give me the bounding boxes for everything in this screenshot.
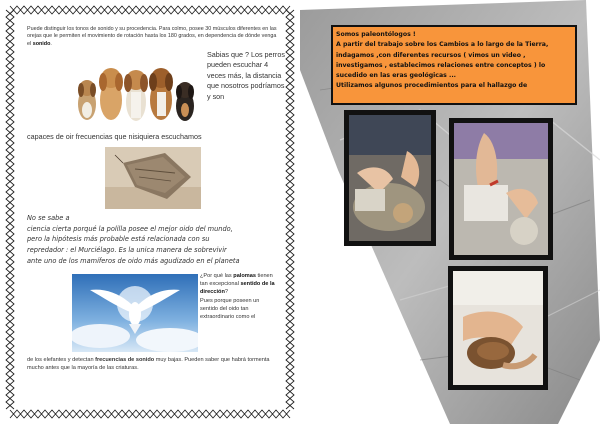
moth-photo <box>105 147 201 209</box>
left-page-content <box>27 26 285 373</box>
title-box <box>331 25 577 105</box>
fossil-dig-photo-2 <box>449 118 553 260</box>
zigzag-edge <box>10 6 290 14</box>
title-line: investigamos , establecimos relaciones entre conceptos ) lo <box>336 61 546 69</box>
title-line: indagamos ,con diferentes recursos ( vimos un video , <box>336 51 526 59</box>
zigzag-edge <box>10 410 290 418</box>
fossil-dig-photo-3 <box>448 266 548 390</box>
zigzag-edge <box>10 410 290 418</box>
title-line: A partir del trabajo sobre los Cambios a lo largo de la Tierra, <box>336 41 549 49</box>
moth-paragraph-line: pero la hipótesis más probable está relacionada con su <box>27 235 210 244</box>
title-heading: Somos paleontólogos ! <box>336 31 416 38</box>
dove-fact-text: ¿Por qué las palomas tienen tan excepcional sentido de la dirección? Pues porque poseen un sentido del oido tan extraordinario como el <box>200 272 275 321</box>
dogs-fact-continued: capaces de oir frecuencias que nisiquiera escuchamos <box>27 131 202 141</box>
puppies-photo <box>73 52 201 128</box>
zigzag-edge <box>6 10 14 409</box>
dove-photo <box>72 274 198 352</box>
bottom-paragraph: de los elefantes y detectan frecuencias de sonido muy bajas. Pueden saber que habrá tormenta mucho antes que la mayoría de las criaturas. <box>27 356 270 372</box>
moth-paragraph-line: ciencia cierta porqué la polilla posee el mejor oido del mundo, <box>27 224 233 233</box>
dogs-section <box>27 49 285 132</box>
moth-paragraph: No se sabe a <box>27 213 70 222</box>
title-line: Utilizamos algunos procedimientos para el hallazgo de <box>336 82 528 90</box>
zigzag-edge <box>10 6 290 14</box>
title-line: sucedido en las eras geológicas ... <box>336 72 457 80</box>
dove-section <box>27 272 279 352</box>
dogs-fact-text: Sabias que ? Los perros pueden escuchar 4 veces más, la distancia que nosotros podríamos y son <box>207 49 285 101</box>
fossil-dig-photo-1 <box>344 110 436 246</box>
moth-paragraph-line: repredador : el Murciélago. Es la unica manera de sobrevivir <box>27 246 227 255</box>
right-page <box>300 0 600 424</box>
intro-paragraph: Puede distinguir los tonos de sonido y su procedencia. Para colmo, posee 30 músculos diferentes en las orejas que le permiten el movimiento de rotación hasta los 180 grados, en dependencia de dónde venga el sonido. <box>27 26 277 47</box>
moth-paragraph-line: ante uno de los mamíferos de oido más agudizado en el planeta <box>27 257 240 266</box>
zigzag-edge <box>286 10 294 409</box>
